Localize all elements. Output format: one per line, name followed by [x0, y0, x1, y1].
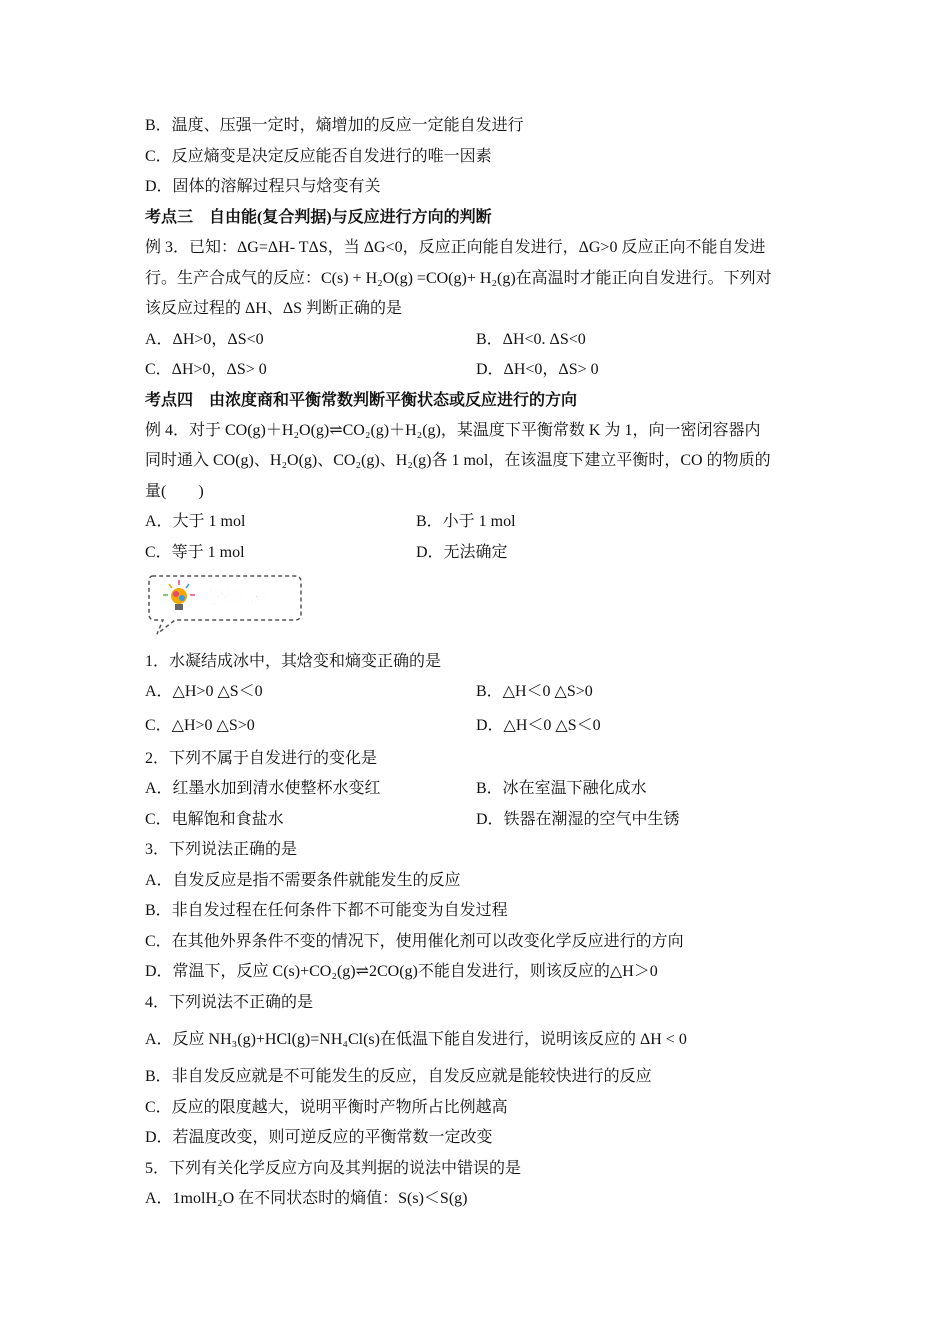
question-2-option-b: B．冰在室温下融化成水: [476, 780, 647, 797]
example-3-option-a: A．ΔH>0，ΔS<0: [145, 331, 264, 348]
question-4-option-c: C．反应的限度越大，说明平衡时产物所占比例越高: [145, 1099, 508, 1116]
example-4-text: 例 4．对于 CO(g)＋H₂O(g)⇌CO₂(g)＋H₂(g)，某温度下平衡常数 K 为 1，向一密闭容器内: [145, 422, 761, 439]
question-1-option-c: C．△H>0 △S>0: [145, 717, 255, 734]
prev-option-d: D．固体的溶解过程只与焓变有关: [145, 178, 381, 195]
section-banner: [145, 570, 315, 645]
question-2-text: 2．下列不属于自发进行的变化是: [145, 750, 378, 767]
example-3-option-b: B．ΔH<0. ΔS<0: [476, 331, 586, 348]
question-2-option-d: D．铁器在潮湿的空气中生锈: [476, 811, 680, 828]
section-heading-4: 考点四 由浓度商和平衡常数判断平衡状态或反应进行的方向: [145, 392, 578, 409]
prev-option-c: C．反应熵变是决定反应能否自发进行的唯一因素: [145, 148, 492, 165]
question-4-text: 4．下列说法不正确的是: [145, 994, 314, 1011]
question-3-option-c: C．在其他外界条件不变的情况下，使用催化剂可以改变化学反应进行的方向: [145, 933, 684, 950]
example-4-option-c: C．等于 1 mol: [145, 544, 245, 561]
banner-title: 夯实基础: [203, 588, 271, 608]
example-3-option-c: C．ΔH>0，ΔS> 0: [145, 361, 267, 378]
question-1-text: 1．水凝结成冰中，其焓变和熵变正确的是: [145, 653, 442, 670]
question-2-option-c: C．电解饱和食盐水: [145, 811, 284, 828]
question-4-option-a: A．反应 NH₃(g)+HCl(g)=NH₄Cl(s)在低温下能自发进行，说明该反应的 ΔH < 0: [145, 1031, 687, 1048]
question-5-text: 5．下列有关化学反应方向及其判据的说法中错误的是: [145, 1160, 522, 1177]
example-4-text: 同时通入 CO(g)、H₂O(g)、CO₂(g)、H₂(g)各 1 mol，在该温度下建立平衡时，CO 的物质的: [145, 452, 771, 469]
question-2-option-a: A．红墨水加到清水使整杯水变红: [145, 780, 381, 797]
example-3-text: 该反应过程的 ΔH、ΔS 判断正确的是: [145, 300, 403, 317]
question-3-option-b: B．非自发过程在任何条件下都不可能变为自发过程: [145, 902, 508, 919]
speech-bubble-icon: [145, 570, 315, 640]
example-4-text: 量( ): [145, 483, 204, 500]
question-1-option-a: A．△H>0 △S＜0: [145, 683, 263, 700]
question-5-option-a: A．1molH₂O 在不同状态时的熵值：S(s)＜S(g): [145, 1190, 468, 1207]
example-3-option-d: D．ΔH<0，ΔS> 0: [476, 361, 599, 378]
question-1-option-d: D．△H＜0 △S＜0: [476, 717, 601, 734]
question-3-option-d: D．常温下，反应 C(s)+CO₂(g)⇌2CO(g)不能自发进行，则该反应的△H＞0: [145, 963, 658, 980]
example-4-option-b: B．小于 1 mol: [416, 513, 516, 530]
example-4-option-a: A．大于 1 mol: [145, 513, 246, 530]
section-heading-3: 考点三 自由能(复合判据)与反应进行方向的判断: [145, 209, 492, 226]
example-4-option-d: D．无法确定: [416, 544, 508, 561]
question-4-option-d: D．若温度改变，则可逆反应的平衡常数一定改变: [145, 1129, 493, 1146]
example-3-text: 例 3．已知：ΔG=ΔH- TΔS，当 ΔG<0，反应正向能自发进行，ΔG>0 反应正向不能自发进: [145, 239, 766, 256]
question-3-option-a: A．自发反应是指不需要条件就能发生的反应: [145, 872, 461, 889]
question-4-option-b: B．非自发反应就是不可能发生的反应，自发反应就是能较快进行的反应: [145, 1068, 652, 1085]
question-3-text: 3．下列说法正确的是: [145, 841, 298, 858]
prev-option-b: B．温度、压强一定时，熵增加的反应一定能自发进行: [145, 117, 524, 134]
example-3-text: 行。生产合成气的反应：C(s) + H₂O(g) =CO(g)+ H₂(g)在高温时才能正向自发进行。下列对: [145, 270, 772, 287]
question-1-option-b: B．△H＜0 △S>0: [476, 683, 593, 700]
